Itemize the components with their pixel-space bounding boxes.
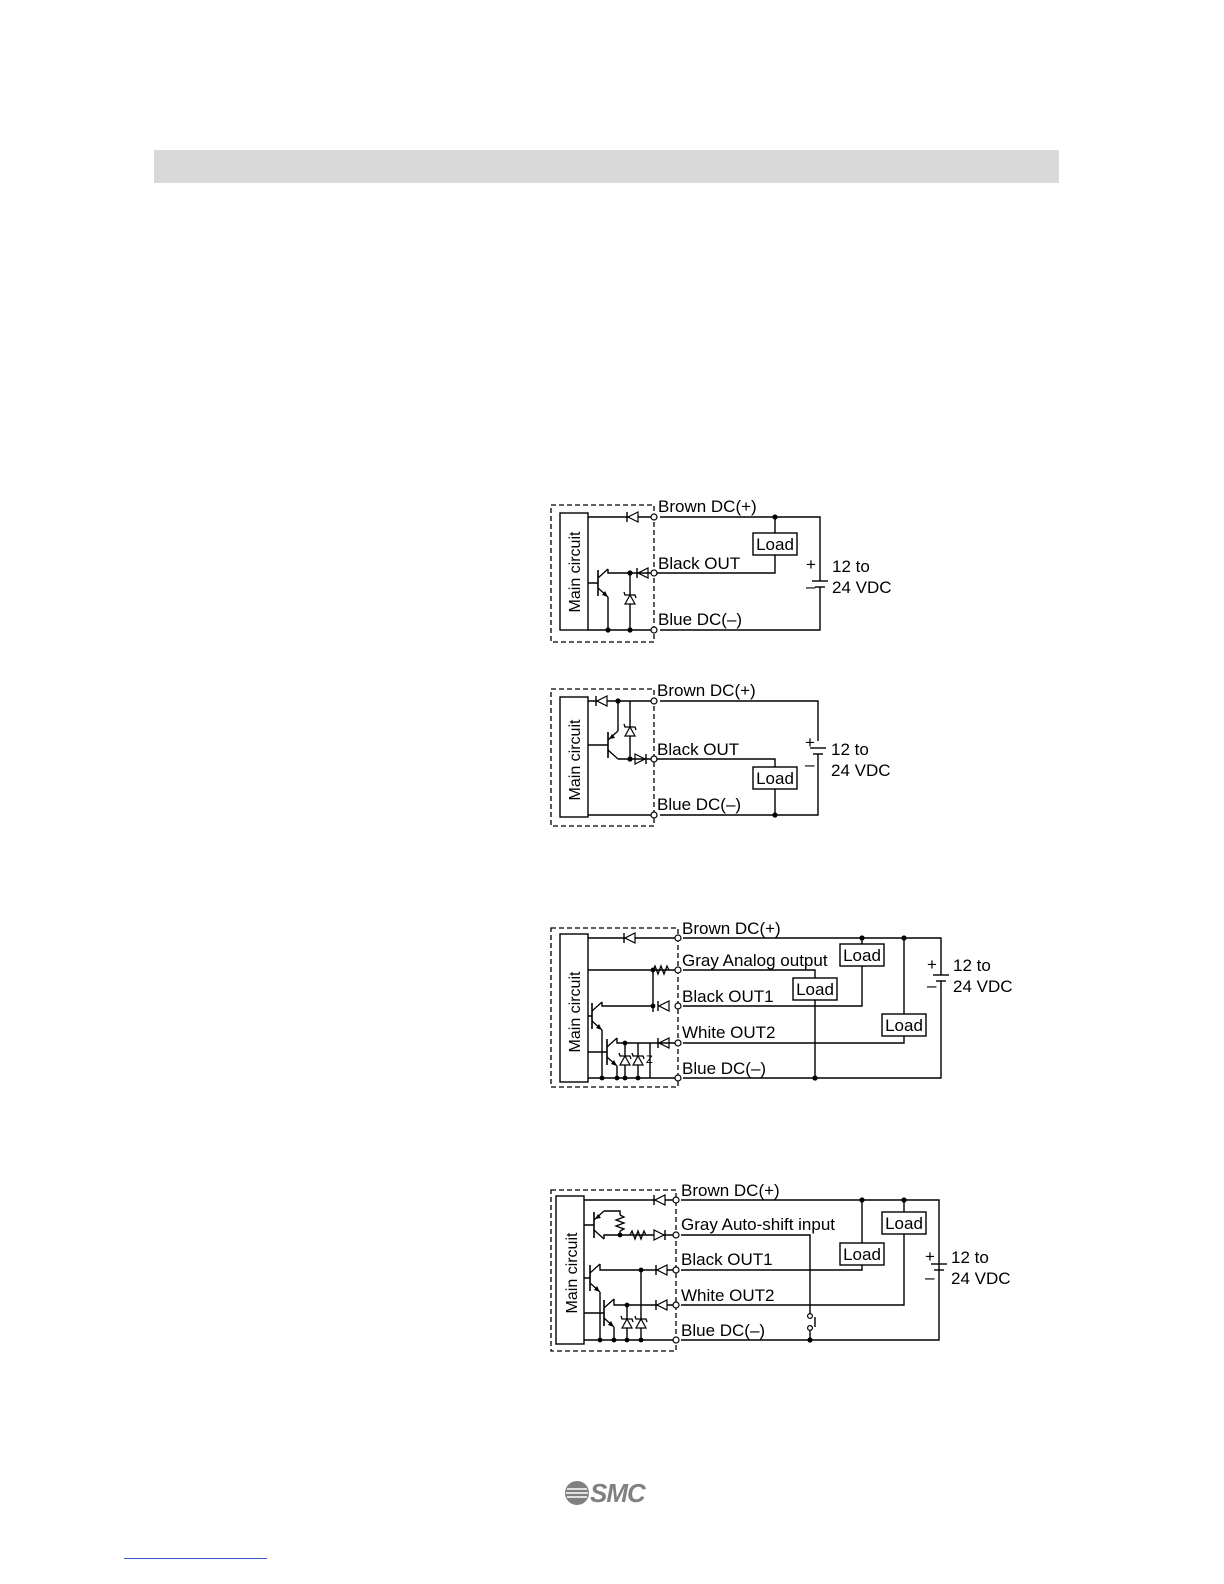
circuit-dual-output-analog	[551, 919, 1013, 1087]
wire-black-label: Black OUT1	[681, 1250, 773, 1269]
wire-brown-label: Brown DC(+)	[682, 919, 781, 938]
main-circuit-label: Main circuit	[567, 531, 584, 613]
smc-logo-mark-icon	[564, 1478, 590, 1508]
plus-sign: +	[806, 555, 816, 574]
voltage-line-1: 12 to	[953, 956, 991, 975]
zener-mark: Z	[646, 1054, 653, 1066]
load-label: Load	[885, 1016, 923, 1035]
logo-text: SMC	[590, 1478, 645, 1508]
load-label: Load	[756, 535, 794, 554]
wire-brown-label: Brown DC(+)	[658, 497, 757, 516]
load-label: Load	[756, 769, 794, 788]
wire-black-label: Black OUT1	[682, 987, 774, 1006]
wire-black-label: Black OUT	[657, 740, 740, 759]
main-circuit-label: Main circuit	[567, 719, 584, 801]
wire-brown-label: Brown DC(+)	[681, 1181, 780, 1200]
minus-sign: –	[806, 577, 816, 596]
main-circuit-label: Main circuit	[564, 1232, 581, 1314]
voltage-line-2: 24 VDC	[832, 578, 892, 597]
footer-link-underline	[124, 1558, 267, 1559]
circuit-dual-output-autoshift	[551, 1181, 1011, 1351]
plus-sign: +	[925, 1247, 935, 1266]
voltage-line-1: 12 to	[831, 740, 869, 759]
load-label: Load	[843, 1245, 881, 1264]
plus-sign: +	[927, 955, 937, 974]
circuit-npn-output	[551, 497, 892, 642]
wire-blue-label: Blue DC(–)	[657, 795, 742, 814]
smc-logo	[564, 1478, 654, 1510]
wire-gray-label: Gray Auto-shift input	[681, 1215, 836, 1234]
voltage-line-1: 12 to	[832, 557, 870, 576]
wire-gray-label: Gray Analog output	[682, 951, 828, 970]
wire-blue-label: Blue DC(–)	[682, 1059, 767, 1078]
wire-brown-label: Brown DC(+)	[657, 681, 756, 700]
wire-blue-label: Blue DC(–)	[681, 1321, 766, 1340]
voltage-line-2: 24 VDC	[953, 977, 1013, 996]
main-circuit-label: Main circuit	[567, 971, 584, 1053]
minus-sign: –	[925, 1268, 935, 1287]
minus-sign: –	[927, 976, 937, 995]
load-label: Load	[796, 980, 834, 999]
plus-sign: +	[805, 733, 815, 752]
load-label: Load	[885, 1214, 923, 1233]
voltage-line-2: 24 VDC	[831, 761, 891, 780]
wire-white-label: White OUT2	[681, 1286, 775, 1305]
circuit-pnp-output	[551, 681, 891, 826]
voltage-line-2: 24 VDC	[951, 1269, 1011, 1288]
minus-sign: –	[805, 755, 815, 774]
voltage-line-1: 12 to	[951, 1248, 989, 1267]
wire-blue-label: Blue DC(–)	[658, 610, 743, 629]
wire-white-label: White OUT2	[682, 1023, 776, 1042]
load-label: Load	[843, 946, 881, 965]
wire-black-label: Black OUT	[658, 554, 741, 573]
